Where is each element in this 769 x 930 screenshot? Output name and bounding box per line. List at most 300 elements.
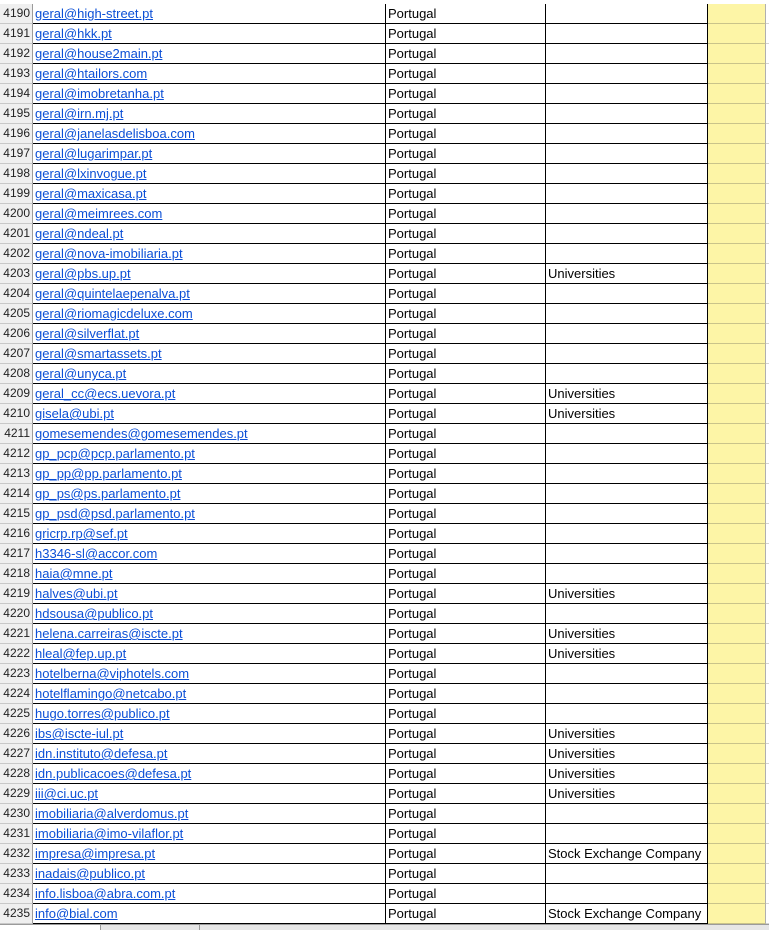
email-link[interactable]: geral@maxicasa.pt — [35, 186, 147, 201]
country-cell[interactable]: Portugal — [386, 344, 546, 364]
email-cell[interactable] — [33, 864, 386, 884]
category-cell[interactable]: Universities — [546, 384, 708, 404]
country-cell[interactable]: Portugal — [386, 544, 546, 564]
email-link[interactable]: idn.instituto@defesa.pt — [35, 746, 168, 761]
highlighted-cell[interactable] — [708, 824, 766, 844]
country-cell[interactable]: Portugal — [386, 184, 546, 204]
email-cell[interactable] — [33, 604, 386, 624]
row-header[interactable]: 4196 — [0, 124, 33, 144]
email-link[interactable]: h3346-sl@accor.com — [35, 546, 158, 561]
category-cell[interactable] — [546, 344, 708, 364]
email-cell[interactable] — [33, 264, 386, 284]
highlighted-cell[interactable] — [708, 84, 766, 104]
row-header[interactable]: 4229 — [0, 784, 33, 804]
email-link[interactable]: hleal@fep.up.pt — [35, 646, 127, 661]
category-cell[interactable] — [546, 804, 708, 824]
country-cell[interactable]: Portugal — [386, 704, 546, 724]
highlighted-cell[interactable] — [708, 584, 766, 604]
table-row — [0, 284, 769, 304]
table-row — [0, 4, 769, 24]
country-cell[interactable]: Portugal — [386, 664, 546, 684]
highlighted-cell[interactable] — [708, 424, 766, 444]
country-cell[interactable]: Portugal — [386, 224, 546, 244]
email-link[interactable]: gp_pp@pp.parlamento.pt — [35, 466, 182, 481]
email-cell[interactable] — [33, 424, 386, 444]
country-cell[interactable]: Portugal — [386, 764, 546, 784]
country-cell[interactable]: Portugal — [386, 384, 546, 404]
email-link[interactable]: info.lisboa@abra.com.pt — [35, 886, 176, 901]
highlighted-cell[interactable] — [708, 344, 766, 364]
row-header[interactable]: 4201 — [0, 224, 33, 244]
highlighted-cell[interactable] — [708, 264, 766, 284]
table-row — [0, 24, 769, 44]
email-cell[interactable] — [33, 124, 386, 144]
table-row — [0, 844, 769, 864]
email-cell[interactable] — [33, 24, 386, 44]
table-row — [0, 704, 769, 724]
highlighted-cell[interactable] — [708, 464, 766, 484]
email-link[interactable]: geral@silverflat.pt — [35, 326, 140, 341]
row-header[interactable]: 4194 — [0, 84, 33, 104]
category-cell[interactable] — [546, 324, 708, 344]
highlighted-cell[interactable] — [708, 804, 766, 824]
sheet-tab-bar — [0, 924, 769, 930]
country-cell[interactable]: Portugal — [386, 824, 546, 844]
highlighted-cell[interactable] — [708, 724, 766, 744]
country-cell[interactable]: Portugal — [386, 124, 546, 144]
country-cell[interactable]: Portugal — [386, 364, 546, 384]
country-cell[interactable]: Portugal — [386, 584, 546, 604]
country-cell[interactable]: Portugal — [386, 884, 546, 904]
row-header[interactable]: 4197 — [0, 144, 33, 164]
email-cell[interactable] — [33, 884, 386, 904]
email-cell[interactable] — [33, 684, 386, 704]
highlighted-cell[interactable] — [708, 504, 766, 524]
row-header[interactable]: 4233 — [0, 864, 33, 884]
email-cell[interactable] — [33, 504, 386, 524]
country-cell[interactable]: Portugal — [386, 724, 546, 744]
email-cell[interactable] — [33, 4, 386, 24]
email-link[interactable]: impresa@impresa.pt — [35, 846, 156, 861]
email-link[interactable]: hotelflamingo@netcabo.pt — [35, 686, 187, 701]
category-cell[interactable] — [546, 164, 708, 184]
highlighted-cell[interactable] — [708, 644, 766, 664]
table-row — [0, 664, 769, 684]
row-header[interactable]: 4198 — [0, 164, 33, 184]
country-cell[interactable]: Portugal — [386, 104, 546, 124]
highlighted-cell[interactable] — [708, 44, 766, 64]
email-link[interactable]: halves@ubi.pt — [35, 586, 118, 601]
category-cell[interactable] — [546, 24, 708, 44]
row-header[interactable]: 4211 — [0, 424, 33, 444]
table-row — [0, 264, 769, 284]
email-cell[interactable] — [33, 304, 386, 324]
row-header[interactable]: 4224 — [0, 684, 33, 704]
email-cell[interactable] — [33, 104, 386, 124]
category-cell[interactable]: Universities — [546, 264, 708, 284]
category-cell[interactable] — [546, 244, 708, 264]
row-header[interactable]: 4207 — [0, 344, 33, 364]
highlighted-cell[interactable] — [708, 904, 766, 924]
row-header[interactable]: 4235 — [0, 904, 33, 924]
sheet-tab-active[interactable] — [0, 925, 101, 930]
category-cell[interactable] — [546, 824, 708, 844]
row-header[interactable]: 4230 — [0, 804, 33, 824]
row-header[interactable]: 4216 — [0, 524, 33, 544]
email-link[interactable]: geral@smartassets.pt — [35, 346, 162, 361]
email-link[interactable]: iii@ci.uc.pt — [35, 786, 99, 801]
country-cell[interactable]: Portugal — [386, 204, 546, 224]
email-cell[interactable] — [33, 664, 386, 684]
email-link[interactable]: geral@meimrees.com — [35, 206, 163, 221]
row-header[interactable]: 4221 — [0, 624, 33, 644]
email-link[interactable]: haia@mne.pt — [35, 566, 113, 581]
category-cell[interactable] — [546, 284, 708, 304]
highlighted-cell[interactable] — [708, 444, 766, 464]
category-cell[interactable] — [546, 664, 708, 684]
country-cell[interactable]: Portugal — [386, 284, 546, 304]
table-row — [0, 624, 769, 644]
highlighted-cell[interactable] — [708, 564, 766, 584]
row-header[interactable]: 4222 — [0, 644, 33, 664]
email-cell[interactable] — [33, 244, 386, 264]
email-cell[interactable] — [33, 544, 386, 564]
category-cell[interactable] — [546, 84, 708, 104]
email-cell[interactable] — [33, 64, 386, 84]
row-header[interactable]: 4225 — [0, 704, 33, 724]
country-cell[interactable]: Portugal — [386, 164, 546, 184]
country-cell[interactable]: Portugal — [386, 904, 546, 924]
category-cell[interactable] — [546, 884, 708, 904]
email-link[interactable]: gomesemendes@gomesemendes.pt — [35, 426, 248, 441]
email-link[interactable]: ibs@iscte-iul.pt — [35, 726, 124, 741]
highlighted-cell[interactable] — [708, 844, 766, 864]
email-link[interactable]: gisela@ubi.pt — [35, 406, 114, 421]
highlighted-cell[interactable] — [708, 544, 766, 564]
country-cell[interactable]: Portugal — [386, 624, 546, 644]
row-header[interactable]: 4226 — [0, 724, 33, 744]
email-cell[interactable] — [33, 184, 386, 204]
email-link[interactable]: geral@riomagicdeluxe.com — [35, 306, 193, 321]
row-header[interactable]: 4206 — [0, 324, 33, 344]
row-header[interactable]: 4227 — [0, 744, 33, 764]
country-cell[interactable]: Portugal — [386, 864, 546, 884]
highlighted-cell[interactable] — [708, 884, 766, 904]
email-cell[interactable] — [33, 404, 386, 424]
row-header[interactable]: 4214 — [0, 484, 33, 504]
email-link[interactable]: helena.carreiras@iscte.pt — [35, 626, 183, 641]
row-header[interactable]: 4228 — [0, 764, 33, 784]
row-header[interactable]: 4193 — [0, 64, 33, 84]
email-link[interactable]: hdsousa@publico.pt — [35, 606, 153, 621]
table-row — [0, 104, 769, 124]
category-cell[interactable]: Universities — [546, 724, 708, 744]
category-cell[interactable]: Universities — [546, 404, 708, 424]
highlighted-cell[interactable] — [708, 384, 766, 404]
highlighted-cell[interactable] — [708, 864, 766, 884]
category-cell[interactable]: Universities — [546, 744, 708, 764]
country-cell[interactable]: Portugal — [386, 844, 546, 864]
highlighted-cell[interactable] — [708, 524, 766, 544]
country-cell[interactable]: Portugal — [386, 404, 546, 424]
highlighted-cell[interactable] — [708, 224, 766, 244]
category-cell[interactable] — [546, 204, 708, 224]
category-cell[interactable]: Universities — [546, 764, 708, 784]
email-link[interactable]: geral_cc@ecs.uevora.pt — [35, 386, 176, 401]
row-header[interactable]: 4209 — [0, 384, 33, 404]
table-row — [0, 764, 769, 784]
category-cell[interactable] — [546, 364, 708, 384]
email-cell[interactable] — [33, 164, 386, 184]
country-cell[interactable]: Portugal — [386, 604, 546, 624]
email-cell[interactable] — [33, 324, 386, 344]
email-cell[interactable] — [33, 744, 386, 764]
email-link[interactable]: gp_psd@psd.parlamento.pt — [35, 506, 195, 521]
email-cell[interactable] — [33, 384, 386, 404]
row-header[interactable]: 4215 — [0, 504, 33, 524]
email-cell[interactable] — [33, 624, 386, 644]
email-link[interactable]: geral@house2main.pt — [35, 46, 163, 61]
country-cell[interactable]: Portugal — [386, 264, 546, 284]
email-cell[interactable] — [33, 484, 386, 504]
email-cell[interactable] — [33, 144, 386, 164]
email-link[interactable]: geral@pbs.up.pt — [35, 266, 131, 281]
email-cell[interactable] — [33, 764, 386, 784]
email-cell[interactable] — [33, 824, 386, 844]
email-link[interactable]: geral@nova-imobiliaria.pt — [35, 246, 183, 261]
category-cell[interactable] — [546, 104, 708, 124]
row-header[interactable]: 4190 — [0, 4, 33, 24]
highlighted-cell[interactable] — [708, 404, 766, 424]
email-cell[interactable] — [33, 44, 386, 64]
row-header[interactable]: 4217 — [0, 544, 33, 564]
email-link[interactable]: idn.publicacoes@defesa.pt — [35, 766, 192, 781]
row-header[interactable]: 4210 — [0, 404, 33, 424]
country-cell[interactable]: Portugal — [386, 484, 546, 504]
email-link[interactable]: gp_pcp@pcp.parlamento.pt — [35, 446, 195, 461]
country-cell[interactable]: Portugal — [386, 504, 546, 524]
email-link[interactable]: gricrp.rp@sef.pt — [35, 526, 128, 541]
email-link[interactable]: geral@unyca.pt — [35, 366, 127, 381]
row-header[interactable]: 4220 — [0, 604, 33, 624]
row-header[interactable]: 4234 — [0, 884, 33, 904]
highlighted-cell[interactable] — [708, 64, 766, 84]
highlighted-cell[interactable] — [708, 784, 766, 804]
sheet-tab[interactable] — [101, 925, 200, 930]
category-cell[interactable]: Universities — [546, 784, 708, 804]
highlighted-cell[interactable] — [708, 604, 766, 624]
category-cell[interactable]: Stock Exchange Company — [546, 844, 708, 864]
row-header[interactable]: 4208 — [0, 364, 33, 384]
table-row — [0, 584, 769, 604]
highlighted-cell[interactable] — [708, 484, 766, 504]
email-link[interactable]: geral@janelasdelisboa.com — [35, 126, 195, 141]
country-cell[interactable]: Portugal — [386, 444, 546, 464]
highlighted-cell[interactable] — [708, 304, 766, 324]
email-cell[interactable] — [33, 224, 386, 244]
country-cell[interactable]: Portugal — [386, 684, 546, 704]
email-cell[interactable] — [33, 704, 386, 724]
highlighted-cell[interactable] — [708, 104, 766, 124]
country-cell[interactable]: Portugal — [386, 784, 546, 804]
highlighted-cell[interactable] — [708, 144, 766, 164]
email-link[interactable]: inadais@publico.pt — [35, 866, 146, 881]
email-cell[interactable] — [33, 284, 386, 304]
category-cell[interactable] — [546, 864, 708, 884]
email-cell[interactable] — [33, 344, 386, 364]
country-cell[interactable]: Portugal — [386, 44, 546, 64]
category-cell[interactable] — [546, 424, 708, 444]
email-link[interactable]: info@bial.com — [35, 906, 118, 921]
table-row — [0, 884, 769, 904]
highlighted-cell[interactable] — [708, 684, 766, 704]
category-cell[interactable] — [546, 4, 708, 24]
country-cell[interactable]: Portugal — [386, 64, 546, 84]
category-cell[interactable] — [546, 704, 708, 724]
email-cell[interactable] — [33, 644, 386, 664]
country-cell[interactable]: Portugal — [386, 524, 546, 544]
email-link[interactable]: geral@ndeal.pt — [35, 226, 124, 241]
email-cell[interactable] — [33, 444, 386, 464]
highlighted-cell[interactable] — [708, 364, 766, 384]
email-cell[interactable] — [33, 524, 386, 544]
table-row — [0, 424, 769, 444]
category-cell[interactable] — [546, 464, 708, 484]
row-header[interactable]: 4218 — [0, 564, 33, 584]
email-link[interactable]: imobiliaria@alverdomus.pt — [35, 806, 189, 821]
category-cell[interactable] — [546, 144, 708, 164]
row-header[interactable]: 4223 — [0, 664, 33, 684]
email-link[interactable]: geral@imobretanha.pt — [35, 86, 164, 101]
row-header[interactable]: 4231 — [0, 824, 33, 844]
category-cell[interactable] — [546, 304, 708, 324]
category-cell[interactable] — [546, 524, 708, 544]
email-link[interactable]: geral@irn.mj.pt — [35, 106, 124, 121]
email-cell[interactable] — [33, 584, 386, 604]
country-cell[interactable]: Portugal — [386, 424, 546, 444]
highlighted-cell[interactable] — [708, 24, 766, 44]
highlighted-cell[interactable] — [708, 664, 766, 684]
email-cell[interactable] — [33, 464, 386, 484]
country-cell[interactable]: Portugal — [386, 564, 546, 584]
table-row — [0, 484, 769, 504]
highlighted-cell[interactable] — [708, 204, 766, 224]
email-link[interactable]: hugo.torres@publico.pt — [35, 706, 170, 721]
country-cell[interactable]: Portugal — [386, 304, 546, 324]
category-cell[interactable] — [546, 124, 708, 144]
highlighted-cell[interactable] — [708, 764, 766, 784]
row-header[interactable]: 4204 — [0, 284, 33, 304]
email-link[interactable]: geral@quintelaepenalva.pt — [35, 286, 190, 301]
country-cell[interactable]: Portugal — [386, 804, 546, 824]
email-link[interactable]: geral@lugarimpar.pt — [35, 146, 153, 161]
category-cell[interactable] — [546, 224, 708, 244]
highlighted-cell[interactable] — [708, 324, 766, 344]
country-cell[interactable]: Portugal — [386, 24, 546, 44]
email-link[interactable]: hotelberna@viphotels.com — [35, 666, 190, 681]
highlighted-cell[interactable] — [708, 4, 766, 24]
row-header[interactable]: 4192 — [0, 44, 33, 64]
table-row — [0, 904, 769, 924]
category-cell[interactable] — [546, 44, 708, 64]
category-cell[interactable] — [546, 504, 708, 524]
category-cell[interactable] — [546, 184, 708, 204]
email-cell[interactable] — [33, 724, 386, 744]
email-cell[interactable] — [33, 844, 386, 864]
table-row — [0, 64, 769, 84]
category-cell[interactable]: Universities — [546, 624, 708, 644]
row-header[interactable]: 4195 — [0, 104, 33, 124]
highlighted-cell[interactable] — [708, 164, 766, 184]
email-link[interactable]: gp_ps@ps.parlamento.pt — [35, 486, 181, 501]
email-cell[interactable] — [33, 364, 386, 384]
category-cell[interactable] — [546, 544, 708, 564]
country-cell[interactable]: Portugal — [386, 324, 546, 344]
category-cell[interactable]: Universities — [546, 584, 708, 604]
category-cell[interactable] — [546, 444, 708, 464]
highlighted-cell[interactable] — [708, 704, 766, 724]
category-cell[interactable] — [546, 564, 708, 584]
category-cell[interactable] — [546, 604, 708, 624]
category-cell[interactable] — [546, 684, 708, 704]
email-cell[interactable] — [33, 784, 386, 804]
country-cell[interactable]: Portugal — [386, 244, 546, 264]
table-row — [0, 164, 769, 184]
email-link[interactable]: imobiliaria@imo-vilaflor.pt — [35, 826, 184, 841]
email-link[interactable]: geral@hkk.pt — [35, 26, 112, 41]
row-header[interactable]: 4232 — [0, 844, 33, 864]
row-header[interactable]: 4191 — [0, 24, 33, 44]
category-cell[interactable]: Universities — [546, 644, 708, 664]
row-header[interactable]: 4205 — [0, 304, 33, 324]
email-link[interactable]: geral@lxinvogue.pt — [35, 166, 147, 181]
highlighted-cell[interactable] — [708, 184, 766, 204]
category-cell[interactable] — [546, 484, 708, 504]
email-cell[interactable] — [33, 84, 386, 104]
country-cell[interactable]: Portugal — [386, 744, 546, 764]
country-cell[interactable]: Portugal — [386, 144, 546, 164]
highlighted-cell[interactable] — [708, 624, 766, 644]
country-cell[interactable]: Portugal — [386, 464, 546, 484]
email-link[interactable]: geral@high-street.pt — [35, 6, 153, 21]
country-cell[interactable]: Portugal — [386, 4, 546, 24]
table-row — [0, 564, 769, 584]
table-row — [0, 824, 769, 844]
highlighted-cell[interactable] — [708, 284, 766, 304]
country-cell[interactable]: Portugal — [386, 644, 546, 664]
row-header[interactable]: 4219 — [0, 584, 33, 604]
table-row — [0, 204, 769, 224]
row-header[interactable]: 4202 — [0, 244, 33, 264]
highlighted-cell[interactable] — [708, 124, 766, 144]
email-cell[interactable] — [33, 804, 386, 824]
table-row — [0, 144, 769, 164]
category-cell[interactable] — [546, 64, 708, 84]
row-header[interactable]: 4213 — [0, 464, 33, 484]
row-header[interactable]: 4203 — [0, 264, 33, 284]
country-cell[interactable]: Portugal — [386, 84, 546, 104]
highlighted-cell[interactable] — [708, 744, 766, 764]
row-header[interactable]: 4200 — [0, 204, 33, 224]
row-header[interactable]: 4199 — [0, 184, 33, 204]
category-cell[interactable]: Stock Exchange Company — [546, 904, 708, 924]
email-cell[interactable] — [33, 904, 386, 924]
email-cell[interactable] — [33, 204, 386, 224]
email-cell[interactable] — [33, 564, 386, 584]
email-link[interactable]: geral@htailors.com — [35, 66, 148, 81]
highlighted-cell[interactable] — [708, 244, 766, 264]
row-header[interactable]: 4212 — [0, 444, 33, 464]
